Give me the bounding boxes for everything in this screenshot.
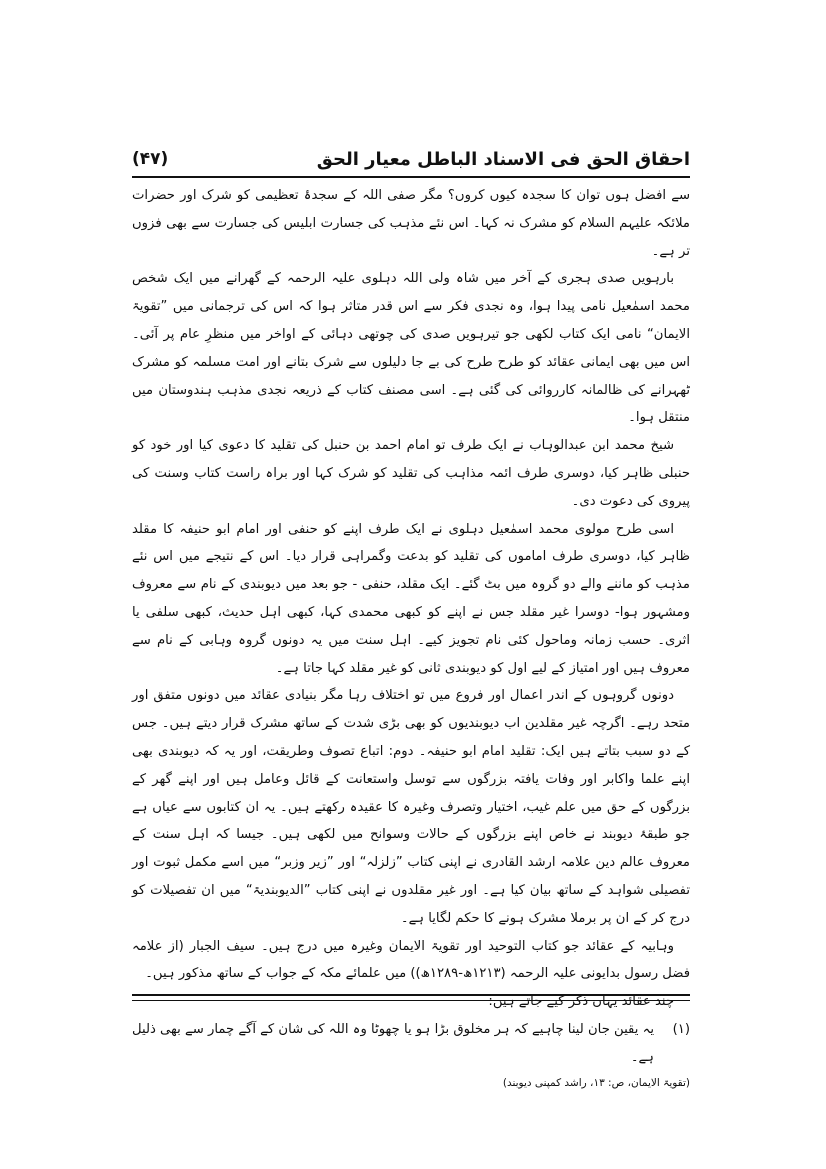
paragraph: چند عقائد یہاں ذکر کیے جاتے ہیں: [488,994,674,1010]
list-item-text: یہ یقین جان لینا چاہیے کہ ہر مخلوق بڑا ہو یا چھوٹا وہ اللہ کی شان کے آگے چمار سے بھی ذلیل ہے۔ [132,1021,654,1065]
paragraph: دونوں گروہوں کے اندر اعمال اور فروع میں تو اختلاف رہا مگر بنیادی عقائد میں دونوں متفق اور متحد رہے۔ اگرچہ غیر مقلدین اب دیوبندیوں کو بھی بڑی شدت کے ساتھ مشرک قرار دیتے ہیں۔ جس کے دو سبب بتاتے ہیں ایک: تقلید امام ابو حنیفہ۔ دوم: اتباع تصوف وطریقت، اور یہ کہ دیوبندی بھی اپنے علما واکابر اور وفات یافتہ بزرگوں سے توسل واستعانت کے قائل وعامل ہیں اور اپنے گھر کے بزرگوں کے حق میں علم غیب، اختیار وتصرف وغیرہ کا عقیدہ رکھتے ہیں۔ یہ ان کتابوں سے عیاں ہے جو طبقۂ دیوبند نے خاص اپنے بزرگوں کے حالات وسوانح میں لکھی ہیں۔ جیسا کہ اہل سنت کے معروف عالم دین علامہ ارشد القادری نے اپنی کتاب ”زلزلہ“ اور ”زیر وزبر“ میں اسے مکمل ثبوت اور تفصیلی شواہد کے ساتھ بیان کیا ہے۔ اور غیر مقلدوں نے اپنی کتاب ”الدیوبندیۃ“ میں ان تفصیلات کو درج کر کے ان پر برملا مشرک ہونے کا حکم لگایا ہے۔ [132,688,690,926]
page-header [132,144,690,174]
list-item-number: (۱) [672,1021,690,1037]
paragraph: شیخ محمد ابن عبدالوہاب نے ایک طرف تو امام احمد بن حنبل کی تقلید کا دعوی کیا اور خود کو حنبلی ظاہر کیا، دوسری طرف ائمہ مذاہب کی تقلید کو شرک کہا اور براہ راست کتاب وسنت کی پیروی کی دعوت دی۔ [132,438,690,509]
paragraph: اسی طرح مولوی محمد اسمٰعیل دہلوی نے ایک طرف اپنے کو حنفی اور امام ابو حنیفہ کا مقلد ظاہر کیا، دوسری طرف اماموں کی تقلید کو بدعت وگمراہی قرار دیا۔ اس کے نتیجے میں اس نئے مذہب کو ماننے والے دو گروہ میں بٹ گئے۔ ایک مقلد، حنفی - جو بعد میں دیوبندی کے نام سے معروف ومشہور ہوا- دوسرا غیر مقلد جس نے اپنے کو کبھی محمدی کہا، کبھی اہل حدیث، کبھی سلفی یا اثری۔ حسب زمانہ وماحول کئی نام تجویز کیے۔ اہل سنت میں یہ دونوں گروہ وہابی کے نام سے معروف ہیں اور امتیاز کے لیے اول کو دیوبندی ثانی کو غیر مقلد کہا جاتا ہے۔ [132,521,690,676]
body-text [132,182,690,1094]
document-page [132,138,690,1089]
citation: (تقویۃ الایمان، ص: ۱۳، راشد کمپنی دیوبند) [502,1076,690,1089]
paragraph: سے افضل ہوں توان کا سجدہ کیوں کروں؟ مگر صفی اللہ کے سجدۂ تعظیمی کو شرک اور حضرات ملائکہ علیہم السلام کو مشرک نہ کہا۔ اس نئے مذہب کی جسارت ابلیس کی جسارت سے بھی فزوں تر ہے۔ [132,188,690,259]
header-rule [132,176,690,178]
list-item [132,1016,690,1072]
book-title: احقاق الحق فی الاسناد الباطل معیار الحق [316,148,690,170]
footer-rule-thick [132,994,690,996]
footer-rule-thin [132,1000,690,1001]
page-number: (۴۷) [132,149,169,169]
paragraph: وہابیہ کے عقائد جو کتاب التوحید اور تقویۃ الایمان وغیرہ میں درج ہیں۔ سیف الجبار (از علامہ فضل رسول بدایونی علیہ الرحمہ (۱۲۱۳ھ-۱۲۸۹ھ)) میں علمائے مکہ کے جواب کے ساتھ مذکور ہیں۔ [132,938,690,982]
paragraph: بارہویں صدی ہجری کے آخر میں شاہ ولی اللہ دہلوی علیہ الرحمہ کے گھرانے میں ایک شخص محمد اسمٰعیل نامی پیدا ہوا، وہ نجدی فکر سے اس قدر متاثر ہوا کہ اس کی ترجمانی میں ”تقویۃ الایمان“ نامی ایک کتاب لکھی جو تیرہویں صدی کی چوتھی دہائی کے اواخر میں منظرِ عام پر آئی۔ اس میں بھی ایمانی عقائد کو طرح طرح کی بے جا دلیلوں سے شرک بتانے اور امت مسلمہ کو مشرک ٹھہرانے کی ظالمانہ کارروائی کی گئی ہے۔ اسی مصنف کتاب کے ذریعہ نجدی مذہب ہندوستان میں منتقل ہوا۔ [132,271,690,426]
